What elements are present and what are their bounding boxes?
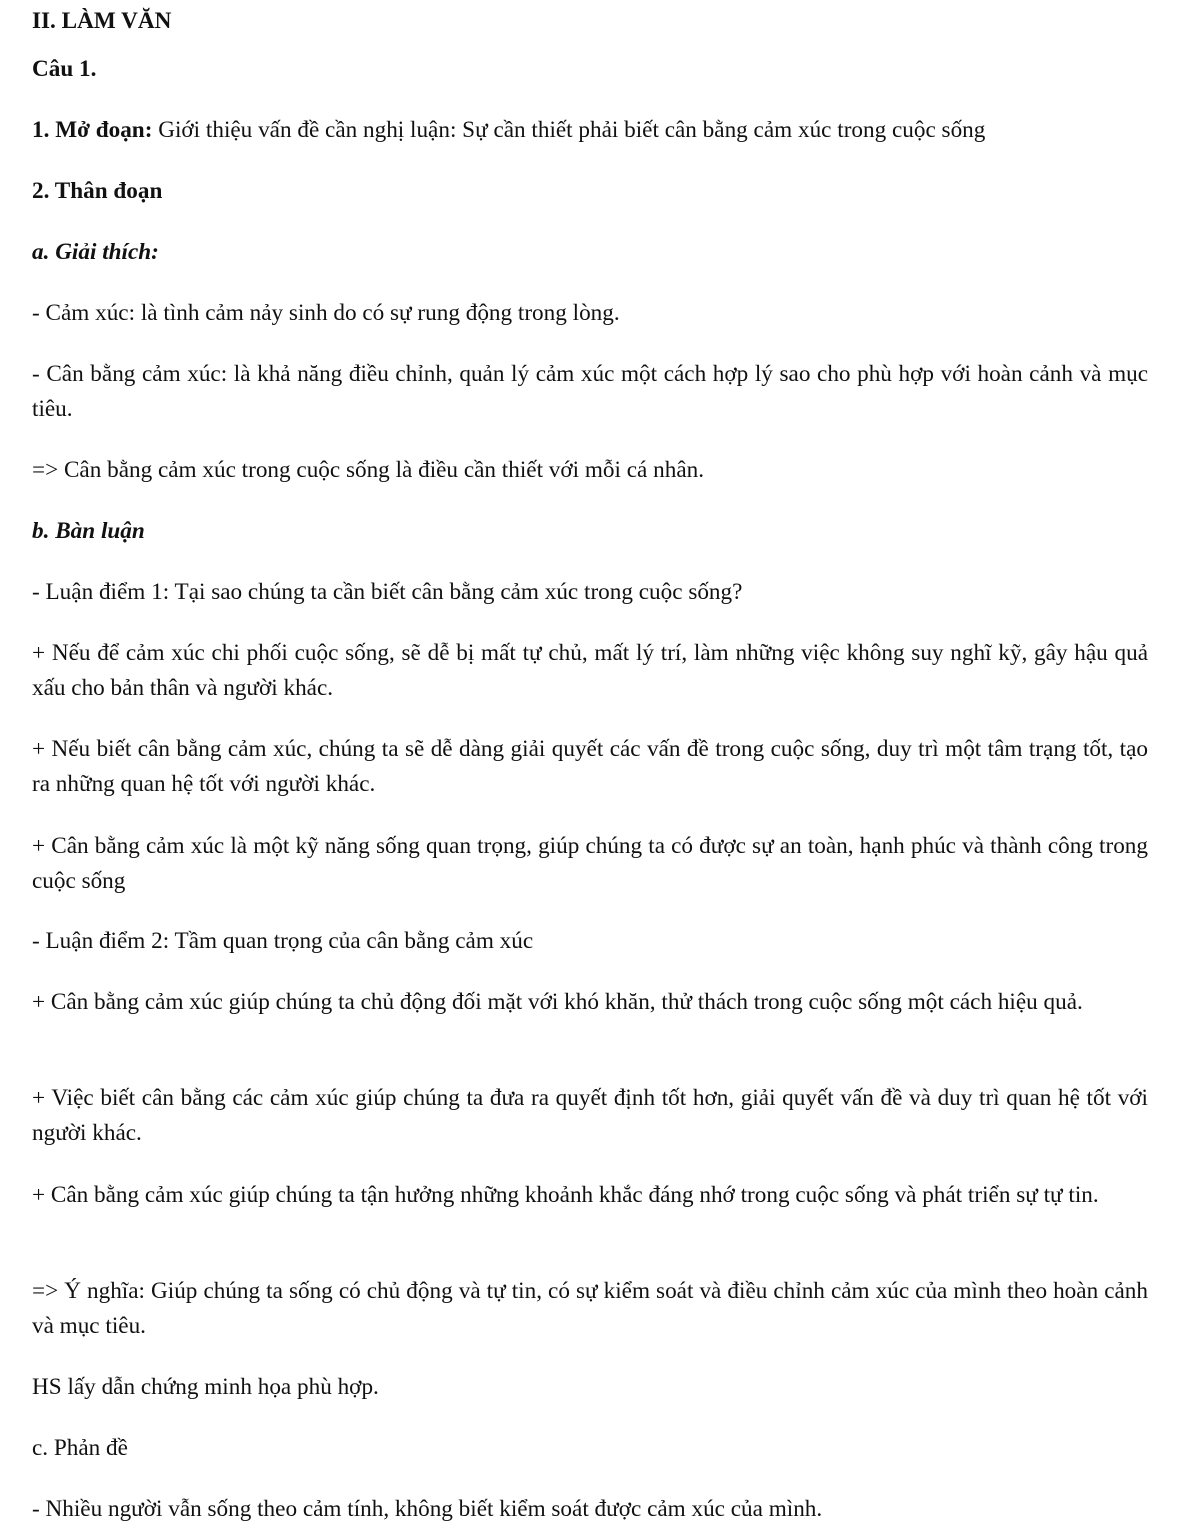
evidence-note: HS lấy dẫn chứng minh họa phù hợp.	[32, 1374, 379, 1400]
point-1-item-b: + Nếu biết cân bằng cảm xúc, chúng ta sẽ dễ dàng giải quyết các vấn đề trong cuộc sống, duy trì một tâm trạng tốt, tạo ra những quan hệ tốt với người khác.	[32, 736, 1148, 797]
point-1-item-c: + Cân bằng cảm xúc là một kỹ năng sống quan trọng, giúp chúng ta có được sự an toàn, hạnh phúc và thành công trong cuộc sống	[32, 833, 1148, 894]
opening-label: 1. Mở đoạn:	[32, 117, 153, 143]
discussion-heading: b. Bàn luận	[32, 518, 145, 544]
point-2-title: - Luận điểm 2: Tầm quan trọng của cân bằng cảm xúc	[32, 928, 534, 954]
opening-text: Giới thiệu vấn đề cần nghị luận: Sự cần thiết phải biết cân bằng cảm xúc trong cuộc sống	[152, 117, 986, 143]
counter-item-1: - Nhiều người vẫn sống theo cảm tính, không biết kiểm soát được cảm xúc của mình.	[32, 1496, 823, 1522]
body-heading: 2. Thân đoạn	[32, 178, 163, 204]
section-title: II. LÀM VĂN	[32, 8, 172, 34]
explain-conclusion: => Cân bằng cảm xúc trong cuộc sống là điều cần thiết với mỗi cá nhân.	[32, 457, 705, 483]
point-1-item-a: + Nếu để cảm xúc chi phối cuộc sống, sẽ dễ bị mất tự chủ, mất lý trí, làm những việc không suy nghĩ kỹ, gây hậu quả xấu cho bản thân và người khác.	[32, 640, 1148, 701]
explain-item-2: - Cân bằng cảm xúc: là khả năng điều chỉnh, quản lý cảm xúc một cách hợp lý sao cho phù hợp với hoàn cảnh và mục tiêu.	[32, 361, 1148, 422]
question-label: Câu 1.	[32, 56, 97, 82]
opening-paragraph	[32, 113, 1148, 148]
explain-item-1: - Cảm xúc: là tình cảm nảy sinh do có sự rung động trong lòng.	[32, 300, 620, 326]
meaning-paragraph: => Ý nghĩa: Giúp chúng ta sống có chủ động và tự tin, có sự kiểm soát và điều chỉnh cảm xúc của mình theo hoàn cảnh và mục tiêu.	[32, 1278, 1148, 1339]
point-2-item-a: + Cân bằng cảm xúc giúp chúng ta chủ động đối mặt với khó khăn, thử thách trong cuộc sống một cách hiệu quả.	[32, 989, 1083, 1015]
point-2-item-b: + Việc biết cân bằng các cảm xúc giúp chúng ta đưa ra quyết định tốt hơn, giải quyết vấn đề và duy trì quan hệ tốt với người khác.	[32, 1085, 1148, 1146]
point-1-title: - Luận điểm 1: Tại sao chúng ta cần biết cân bằng cảm xúc trong cuộc sống?	[32, 579, 743, 605]
explain-heading: a. Giải thích:	[32, 239, 159, 265]
point-2-item-c: + Cân bằng cảm xúc giúp chúng ta tận hưởng những khoảnh khắc đáng nhớ trong cuộc sống và phát triển sự tự tin.	[32, 1182, 1099, 1208]
counter-heading: c. Phản đề	[32, 1435, 128, 1461]
